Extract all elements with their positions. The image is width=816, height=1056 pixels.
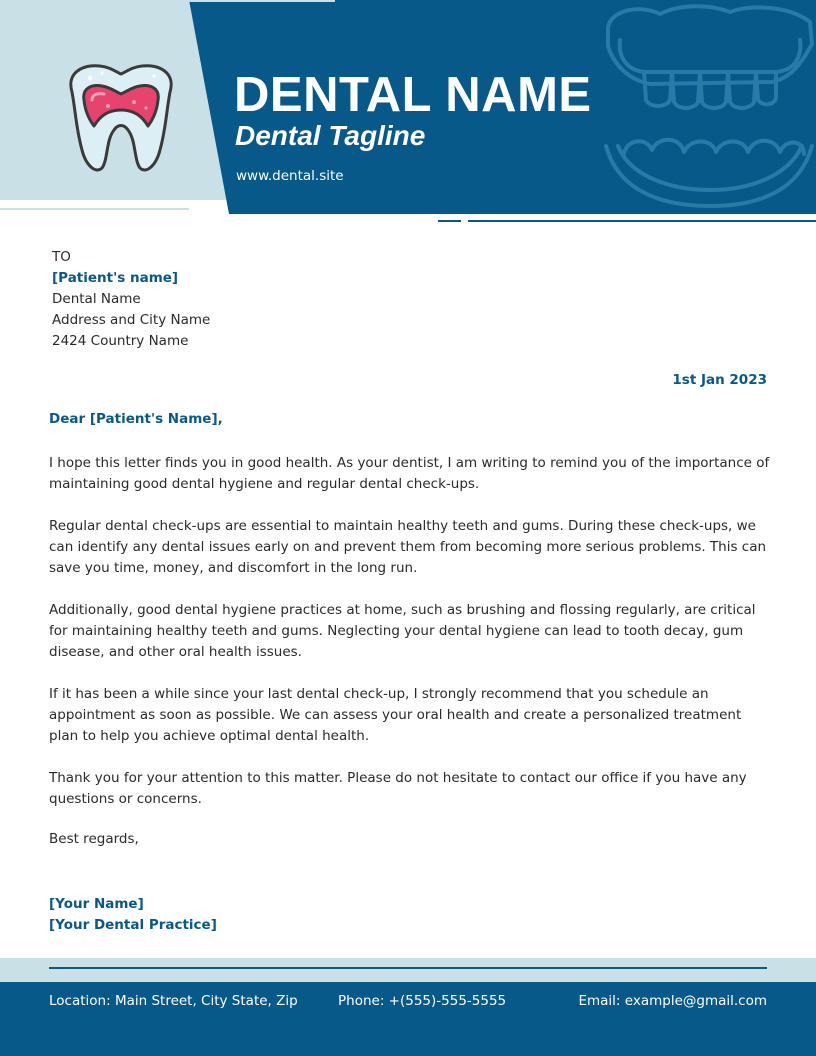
brand-tagline: Dental Tagline (235, 120, 426, 151)
body-paragraph: Thank you for your attention to this matter. Please do not hesitate to contact our office if you have any questions or concerns. (49, 770, 747, 807)
signature-block (49, 894, 217, 936)
signature-name: [Your Name] (49, 896, 144, 912)
salutation: Dear [Patient's Name], (49, 411, 223, 427)
signature-practice: [Your Dental Practice] (49, 917, 217, 933)
recipient-line-1: Dental Name (52, 291, 141, 307)
footer-divider (49, 967, 767, 969)
letter-body (49, 453, 773, 831)
footer-email[interactable]: Email: example@gmail.com (578, 993, 767, 1009)
footer-location: Location: Main Street, City State, Zip (49, 993, 298, 1009)
recipient-line-3: 2424 Country Name (52, 333, 189, 349)
body-paragraph: Regular dental check-ups are essential to maintain healthy teeth and gums. During these check-ups, we can identify any dental issues early on and prevent them from becoming more serious problems. This can save you time, money, and discomfort in the long run. (49, 518, 767, 576)
body-paragraph: If it has been a while since your last dental check-up, I strongly recommend that you schedule an appointment as soon as possible. We can assess your oral health and create a personalized treatment plan to help you achieve optimal dental health. (49, 686, 742, 744)
closing: Best regards, (49, 831, 139, 847)
header-divider-long (468, 220, 816, 222)
body-paragraph: Additionally, good dental hygiene practices at home, such as brushing and flossing regularly, are critical for maintaining healthy teeth and gums. Neglecting your dental hygiene can lead to tooth decay, gum disease, and other oral health issues. (49, 602, 756, 660)
header-divider-short (438, 220, 461, 222)
tooth-icon (62, 62, 180, 178)
footer-light-band (0, 958, 816, 982)
to-label: TO (52, 249, 71, 265)
patient-name: [Patient's name] (52, 270, 179, 286)
brand-name: DENTAL NAME (234, 68, 592, 122)
header-accent-line-top (189, 0, 335, 2)
website-link[interactable]: www.dental.site (236, 168, 344, 184)
footer-phone[interactable]: Phone: +(555)-555-5555 (338, 993, 507, 1009)
body-paragraph: I hope this letter finds you in good health. As your dentist, I am writing to remind you of the importance of maintaining good dental hygiene and regular dental check-ups. (49, 455, 770, 492)
recipient-line-2: Address and City Name (52, 312, 211, 328)
header-accent-line-left (0, 208, 189, 210)
teeth-icon (600, 0, 816, 214)
recipient-block (52, 247, 210, 352)
letter-date: 1st Jan 2023 (672, 372, 767, 388)
